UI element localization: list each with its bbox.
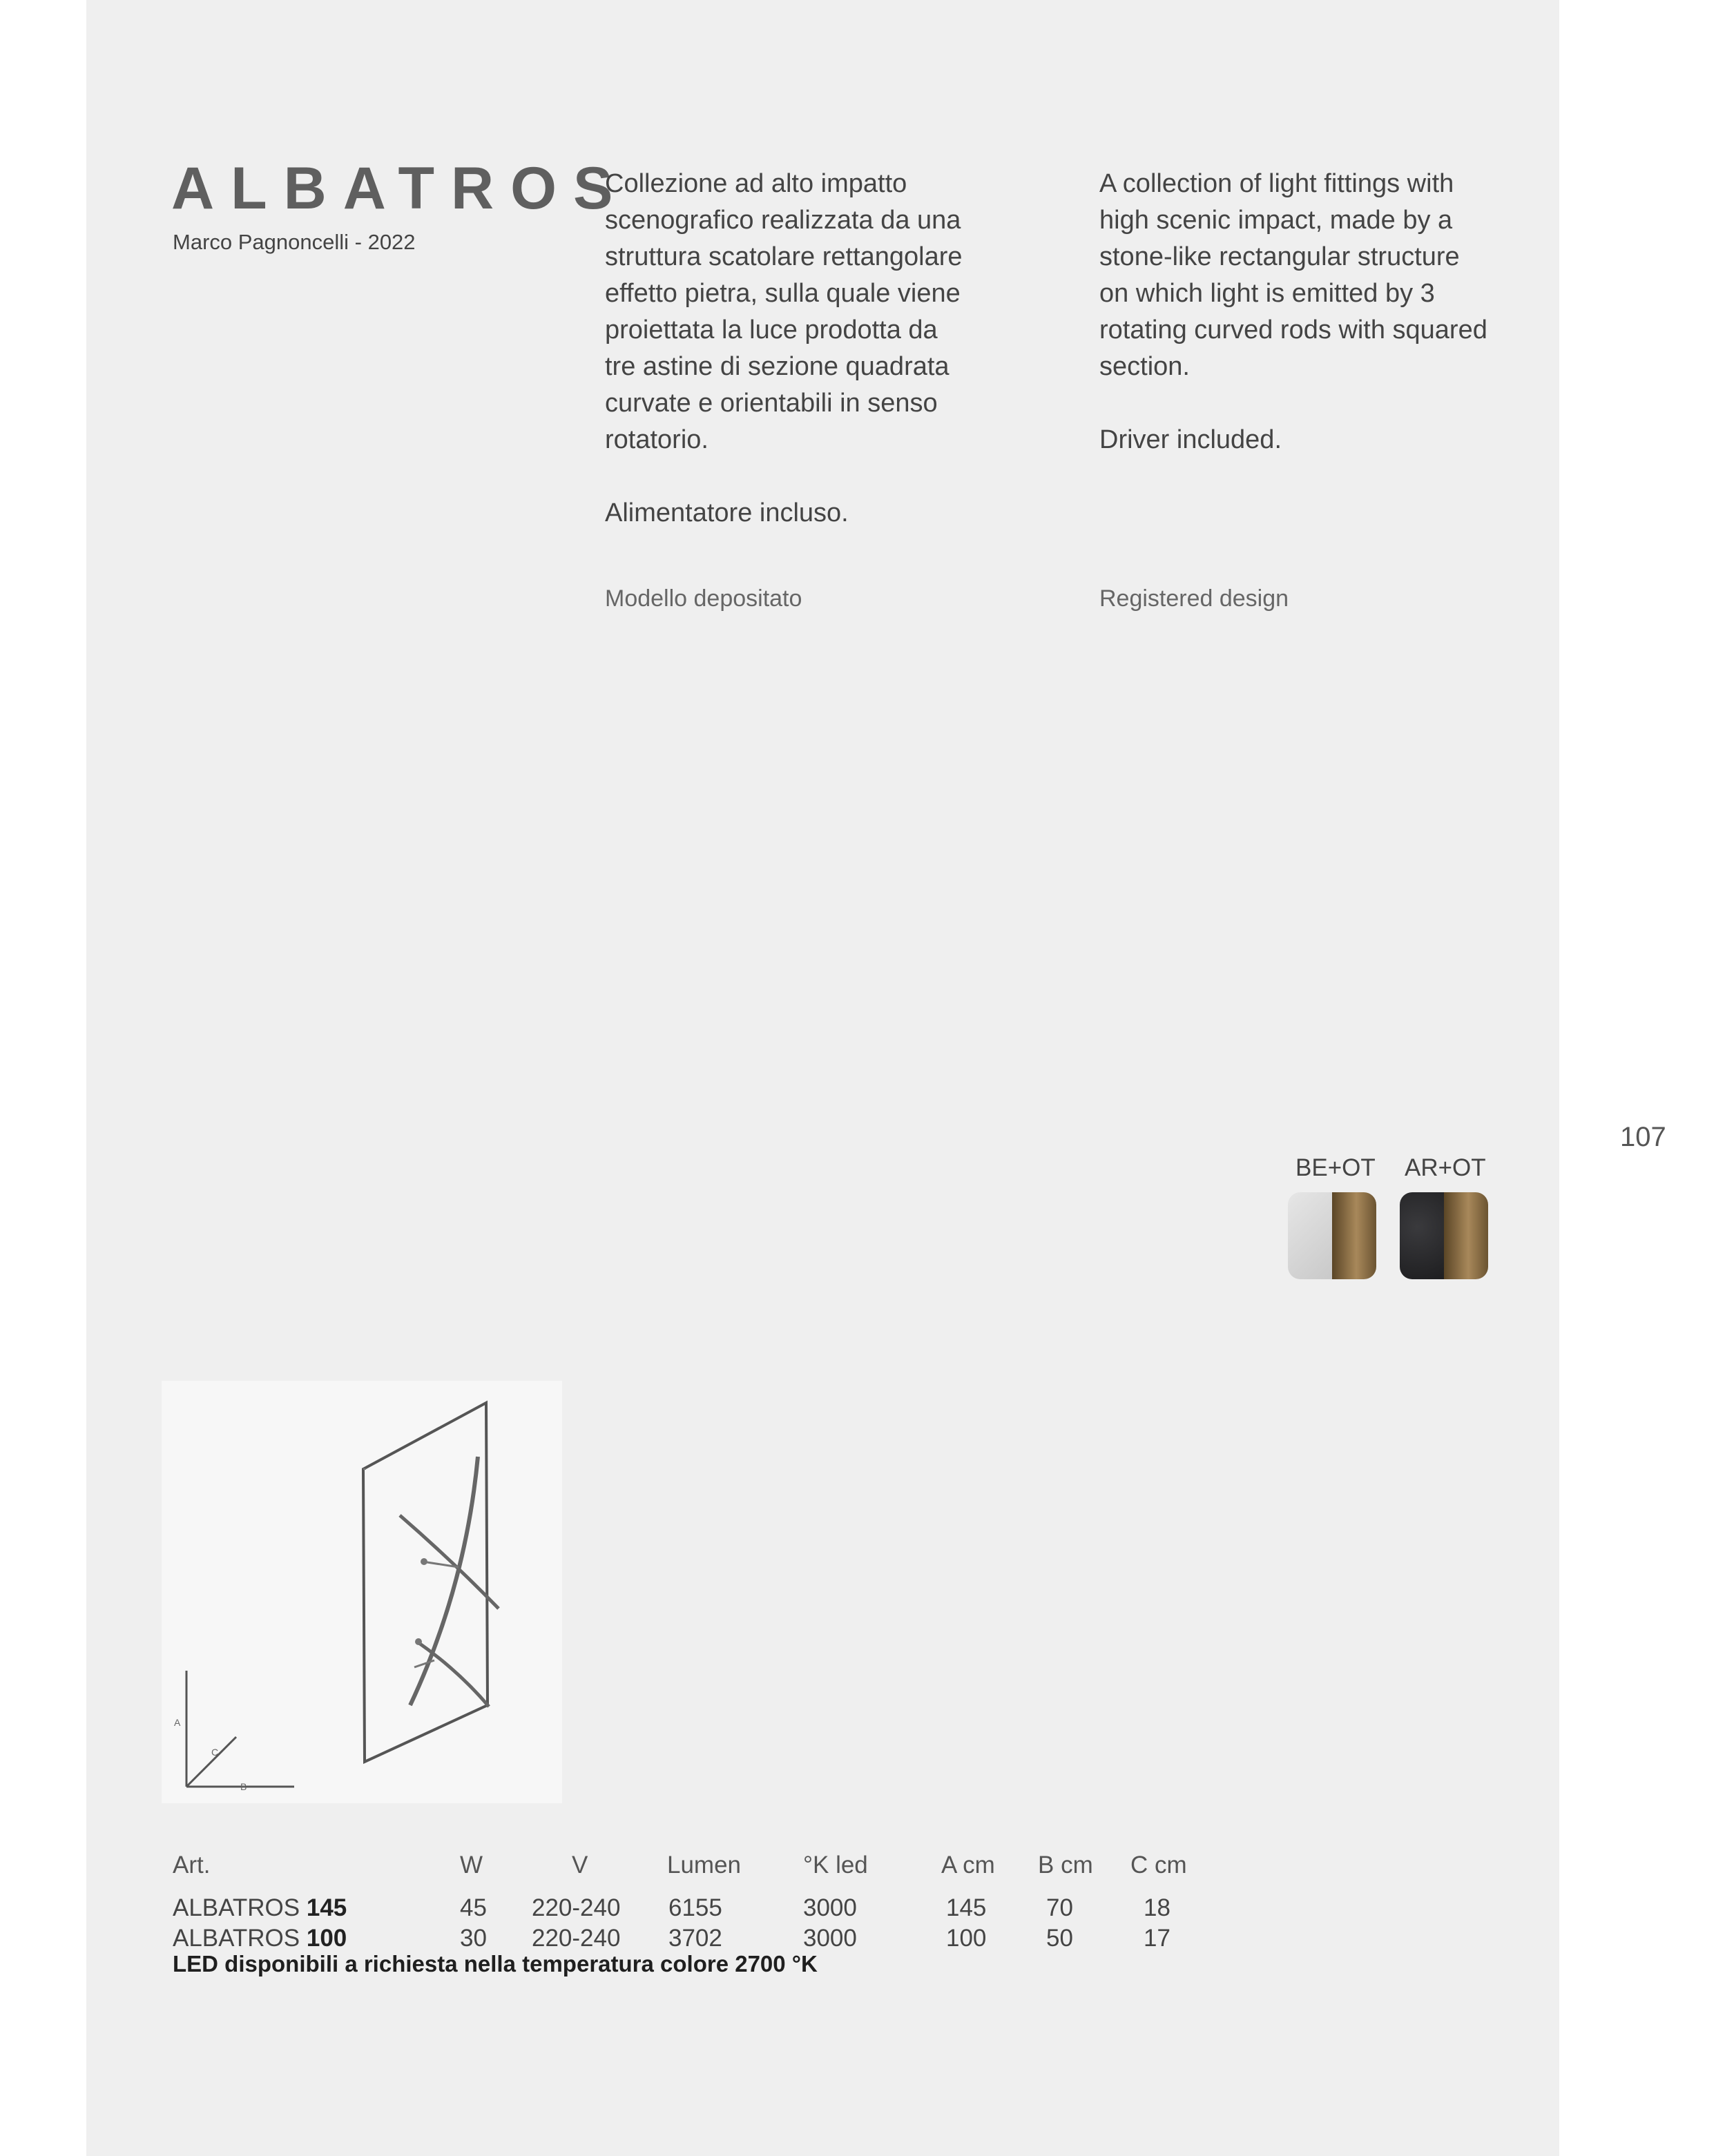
- registered-design-italian: Modello depositato: [605, 585, 802, 612]
- table-cell-v: 220-240: [532, 1894, 621, 1921]
- product-title: ALBATROS: [171, 155, 630, 222]
- table-header-art: Art.: [173, 1852, 211, 1878]
- table-header-c-cm: C cm: [1130, 1852, 1187, 1878]
- table-cell-lumen: 6155: [668, 1894, 722, 1921]
- model-prefix: ALBATROS: [173, 1925, 300, 1952]
- swatch-color-left: [1288, 1192, 1332, 1279]
- model-prefix: ALBATROS: [173, 1894, 300, 1921]
- table-cell-b: 50: [1046, 1925, 1073, 1952]
- table-cell-a: 145: [946, 1894, 987, 1921]
- model-number: 145: [306, 1894, 347, 1921]
- designer-credit: Marco Pagnoncelli - 2022: [173, 230, 416, 254]
- albatros-line-drawing: [162, 1381, 562, 1803]
- table-header-b-cm: B cm: [1038, 1852, 1093, 1878]
- table-row-name: [173, 1894, 347, 1922]
- table-cell-b: 70: [1046, 1894, 1073, 1921]
- table-cell-v: 220-240: [532, 1925, 621, 1952]
- table-cell-w: 30: [460, 1925, 487, 1952]
- table-cell-a: 100: [946, 1925, 987, 1952]
- table-cell-kelvin: 3000: [803, 1894, 857, 1921]
- swatch-color-right: [1444, 1192, 1488, 1279]
- description-italian: Collezione ad alto impatto scenografico realizzata da una struttura scatolare rettangolare effetto pietra, sulla quale viene proiettata la luce prodotta da tre astine di sezione quadrata curvate e orientabili in senso rotatorio. Alimentatore incluso.: [605, 169, 963, 527]
- table-cell-kelvin: 3000: [803, 1925, 857, 1952]
- table-cell-w: 45: [460, 1894, 487, 1921]
- table-header-a-cm: A cm: [941, 1852, 995, 1878]
- swatch-color-left: [1400, 1192, 1444, 1279]
- table-cell-c: 17: [1144, 1925, 1170, 1952]
- table-row-name: [173, 1925, 347, 1952]
- table-header-kelvin: °K led: [803, 1852, 868, 1878]
- table-header-lumen: Lumen: [667, 1852, 742, 1878]
- table-header-w: W: [460, 1852, 483, 1878]
- table-cell-c: 18: [1144, 1894, 1170, 1921]
- finish-swatch-be-ot: [1288, 1192, 1376, 1279]
- model-number: 100: [306, 1925, 347, 1952]
- axis-label-b: B: [240, 1781, 247, 1792]
- finish-label-be-ot: BE+OT: [1295, 1154, 1376, 1181]
- page-number: 107: [1620, 1122, 1666, 1152]
- axis-label-c: C: [211, 1747, 219, 1758]
- finish-label-ar-ot: AR+OT: [1405, 1154, 1486, 1181]
- table-header-v: V: [572, 1852, 588, 1878]
- description-english: A collection of light fittings with high scenic impact, made by a stone-like rectangular structure on which light is emitted by 3 rotating curved rods with squared section. Driver included.: [1099, 169, 1487, 454]
- led-availability-note: LED disponibili a richiesta nella temperatura colore 2700 °K: [173, 1951, 818, 1977]
- product-drawing: [162, 1381, 562, 1803]
- registered-design-english: Registered design: [1099, 585, 1289, 612]
- table-cell-lumen: 3702: [668, 1925, 722, 1952]
- axis-label-a: A: [174, 1717, 181, 1728]
- finish-swatch-ar-ot: [1400, 1192, 1488, 1279]
- swatch-color-right: [1332, 1192, 1376, 1279]
